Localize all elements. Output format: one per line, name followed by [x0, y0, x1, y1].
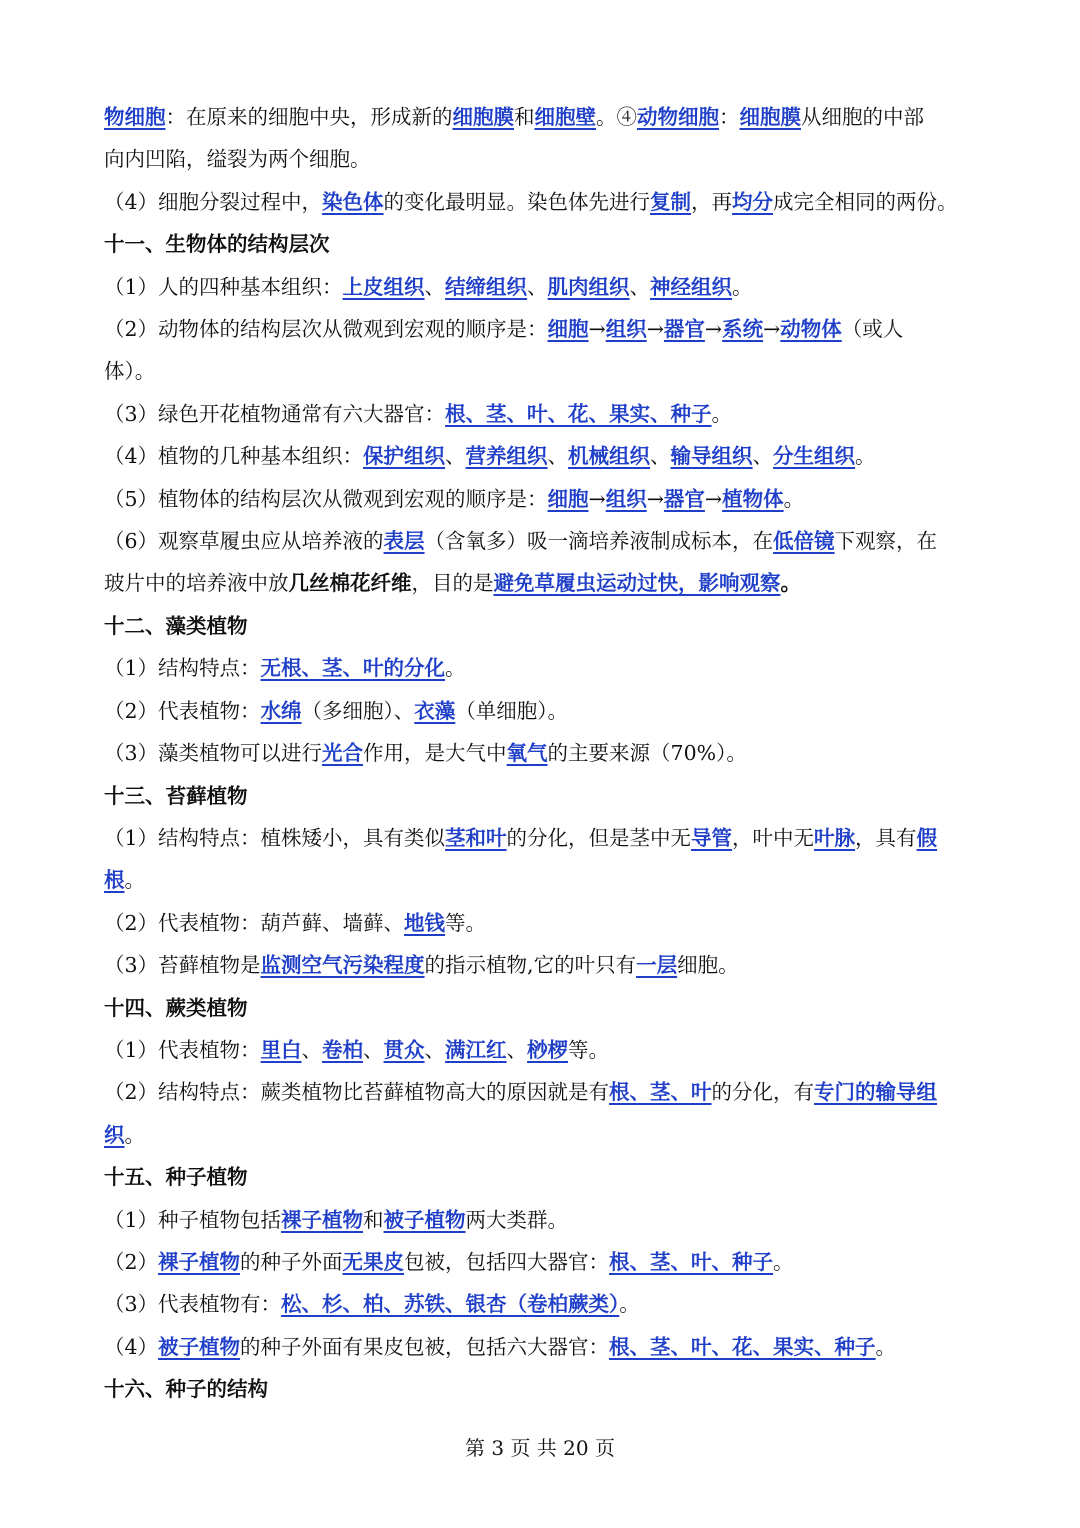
plain-text: 的变化最明显。染色体先进行	[383, 189, 651, 214]
key-term: 茎和叶	[445, 825, 507, 850]
plain-text: 的种子外面	[240, 1249, 343, 1274]
key-term: 细胞膜	[739, 105, 801, 129]
key-term: 细胞膜	[452, 105, 514, 129]
key-term: 物细胞	[104, 105, 166, 129]
key-term: 根	[104, 868, 125, 893]
key-term: 根、茎、叶、种子	[609, 1249, 774, 1274]
heading-text: 十四、蕨类植物	[104, 995, 248, 1020]
text-line	[104, 1029, 980, 1071]
plain-text: →	[646, 317, 664, 342]
plain-text: 。	[773, 1249, 794, 1274]
plain-text: 包被，包括四大器官：	[404, 1249, 610, 1274]
key-term: 植物体	[722, 486, 784, 511]
plain-text: 、	[629, 274, 651, 299]
key-term: 机械组织	[568, 444, 651, 469]
plain-text: 细胞。	[677, 953, 739, 978]
text-line	[104, 308, 980, 350]
text-line	[104, 1283, 980, 1325]
plain-text: （2）动物体的结构层次从微观到宏观的顺序是：	[104, 317, 548, 342]
key-term: 根、茎、叶、花、果实、种子	[609, 1334, 876, 1359]
plain-text: （1）人的四种基本组织：	[104, 274, 343, 299]
key-term: 裸子植物	[158, 1249, 241, 1274]
key-term: 系统	[722, 317, 764, 342]
plain-text: →	[763, 317, 781, 342]
key-term: 根、茎、叶、花、果实、种子	[445, 401, 712, 426]
plain-text: （1）结构特点：植株矮小，具有类似	[104, 825, 446, 850]
key-term: 组织	[605, 317, 647, 342]
key-term: 低倍镜	[773, 529, 835, 554]
text-line	[104, 902, 980, 944]
plain-text: 、	[527, 274, 548, 299]
key-term: 贯众	[383, 1037, 425, 1062]
plain-text: 。	[732, 274, 753, 299]
key-term: 满江红	[445, 1037, 507, 1062]
text-line	[104, 350, 980, 392]
plain-text: （3）藻类植物可以进行	[104, 741, 323, 766]
section-heading	[104, 987, 980, 1029]
plain-text: 。	[875, 1334, 897, 1359]
plain-text: （1）代表植物：	[104, 1037, 261, 1062]
text-line	[104, 478, 980, 520]
key-term: 神经组织	[650, 274, 733, 299]
key-term: 里白	[260, 1037, 302, 1062]
document-body	[104, 96, 980, 1411]
key-term: 监测空气污染程度	[260, 953, 425, 978]
plain-text: 从细胞的中部	[801, 105, 924, 129]
key-term: 营养组织	[465, 444, 548, 469]
key-term: 细胞壁	[534, 105, 596, 129]
text-line	[104, 520, 980, 562]
plain-text: 体）。	[104, 359, 156, 384]
plain-text: →	[588, 317, 606, 342]
plain-text: 成完全相同的两份。	[773, 189, 958, 214]
key-term: 根、茎、叶	[609, 1080, 712, 1105]
key-term: 桫椤	[527, 1037, 569, 1062]
text-line	[104, 1241, 980, 1283]
plain-text: 和	[363, 1207, 384, 1232]
text-line	[104, 181, 980, 223]
plain-text: 。	[783, 486, 805, 511]
plain-text: →	[704, 317, 723, 342]
text-line	[104, 732, 980, 774]
heading-text: 十五、种子植物	[104, 1165, 248, 1190]
plain-text: 。	[619, 1292, 640, 1317]
plain-text: （4）	[104, 1334, 159, 1359]
plain-text: （或人	[841, 317, 904, 342]
plain-text: 的分化，有	[711, 1080, 815, 1105]
plain-text: （2）	[104, 1249, 159, 1274]
plain-text: 、	[547, 444, 569, 469]
key-term: 细胞	[547, 317, 589, 342]
plain-text: 、	[424, 274, 446, 299]
key-term: 衣藻	[414, 698, 456, 723]
key-term: 保护组织	[363, 444, 446, 469]
heading-text: 十三、苔藓植物	[104, 783, 248, 808]
plain-text: （4）细胞分裂过程中，	[104, 189, 323, 214]
plain-text: 。	[711, 401, 733, 426]
plain-text: 。	[124, 868, 145, 893]
plain-text: ，再	[691, 189, 733, 214]
key-term: 地钱	[404, 910, 446, 935]
plain-text: （6）观察草履虫应从培养液的	[104, 529, 384, 554]
heading-text: 十六、种子的结构	[104, 1377, 268, 1402]
plain-text: （单细胞）。	[455, 698, 569, 723]
plain-text: 、	[363, 1037, 384, 1062]
key-term: 无果皮	[342, 1249, 405, 1274]
text-line	[104, 435, 980, 477]
key-term: 假	[916, 825, 938, 850]
plain-text: （2）结构特点：蕨类植物比苔藓植物高大的原因就是有	[104, 1080, 610, 1105]
key-term: 器官	[663, 317, 705, 342]
plain-text: 、	[752, 444, 774, 469]
plain-text: （2）代表植物：	[104, 698, 261, 723]
key-term: 无根、茎、叶的分化	[260, 656, 446, 681]
key-term: 光合	[322, 741, 364, 766]
plain-text: ，目的是	[411, 571, 494, 596]
plain-text: 和	[514, 105, 535, 129]
plain-text: 向内凹陷，缢裂为两个细胞。	[104, 147, 371, 172]
key-term: 被子植物	[158, 1334, 241, 1359]
plain-text: 两大类群。	[465, 1207, 569, 1232]
plain-text: ：	[719, 105, 740, 129]
plain-text: （1）种子植物包括	[104, 1207, 282, 1232]
key-term: 裸子植物	[281, 1207, 364, 1232]
text-line	[104, 96, 980, 138]
key-term: 水绵	[260, 698, 302, 723]
key-term: 导管	[691, 825, 733, 850]
section-heading	[104, 605, 980, 647]
plain-text: 。	[855, 444, 876, 469]
heading-text: 十二、藻类植物	[104, 613, 248, 638]
plain-text: ：在原来的细胞中央，形成新的	[165, 105, 453, 129]
key-term: 组织	[605, 486, 647, 511]
key-term: 细胞	[547, 486, 589, 511]
plain-text: 下观察，在	[834, 529, 938, 554]
plain-text: 的主要来源（70%）。	[547, 741, 747, 766]
text-line	[104, 944, 980, 986]
text-line	[104, 1114, 980, 1156]
plain-text: →	[588, 486, 606, 511]
key-term: 避免草履虫运动过快，影响观察	[493, 571, 781, 596]
text-line	[104, 266, 980, 308]
key-term: 织	[104, 1122, 125, 1147]
text-line	[104, 690, 980, 732]
key-term: 松、杉、柏、苏铁、银杏（卷柏蕨类）	[281, 1292, 620, 1317]
plain-text: →	[646, 486, 664, 511]
text-line	[104, 562, 980, 604]
plain-text: 、	[301, 1037, 323, 1062]
key-term: 动物细胞	[637, 105, 719, 129]
key-term: 叶脉	[814, 825, 856, 850]
key-term: 上皮组织	[342, 274, 425, 299]
text-line	[104, 138, 980, 180]
section-heading	[104, 775, 980, 817]
section-heading	[104, 223, 980, 265]
key-term: 输导组织	[670, 444, 753, 469]
text-line	[104, 1071, 980, 1113]
key-term: 分生组织	[773, 444, 856, 469]
key-term: 一层	[636, 953, 678, 978]
section-heading	[104, 1368, 980, 1410]
plain-text: 、	[424, 1037, 446, 1062]
plain-text: （3）苔藓植物是	[104, 953, 261, 978]
plain-text: 玻片中的培养液中放	[104, 571, 289, 596]
plain-text: 的分化，但是茎中无	[506, 825, 692, 850]
key-term: 氧气	[506, 741, 548, 766]
text-line	[104, 647, 980, 689]
text-line	[104, 859, 980, 901]
plain-text: （多细胞）、	[301, 698, 415, 723]
plain-text: 作用，是大气中	[363, 741, 507, 766]
plain-text: （含氧多）吸一滴培养液制成标本，在	[424, 529, 774, 554]
text-line	[104, 817, 980, 859]
key-term: 肌肉组织	[547, 274, 630, 299]
plain-text: （5）植物体的结构层次从微观到宏观的顺序是：	[104, 486, 548, 511]
plain-text: 等。	[568, 1037, 610, 1062]
key-term: 器官	[663, 486, 705, 511]
key-term: 均分	[732, 189, 774, 214]
plain-text: （1）结构特点：	[104, 656, 261, 681]
page-footer: 第 3 页 共 20 页	[465, 1436, 615, 1460]
plain-text: 、	[445, 444, 466, 469]
plain-text: （3）绿色开花植物通常有六大器官：	[104, 401, 446, 426]
heading-text: 十一、生物体的结构层次	[104, 232, 330, 257]
plain-text: 、	[650, 444, 671, 469]
text-line	[104, 393, 980, 435]
plain-text: 。④	[596, 105, 637, 129]
plain-text: →	[704, 486, 723, 511]
key-term: 动物体	[780, 317, 842, 342]
key-term: 染色体	[322, 189, 384, 214]
plain-text: 的种子外面有果皮包被，包括六大器官：	[240, 1334, 610, 1359]
plain-text: ，具有	[855, 825, 917, 850]
plain-text: 。	[445, 656, 466, 681]
text-line	[104, 1199, 980, 1241]
plain-text: 的指示植物,它的叶只有	[424, 953, 637, 978]
key-term: 结缔组织	[445, 274, 528, 299]
plain-text: （2）代表植物：葫芦藓、墙藓、	[104, 910, 405, 935]
plain-text: （4）植物的几种基本组织：	[104, 444, 364, 469]
plain-text: 等。	[445, 910, 487, 935]
plain-text: ，叶中无	[732, 825, 815, 850]
bold-text: 几丝棉花纤维	[288, 571, 412, 596]
plain-text: 、	[506, 1037, 528, 1062]
text-line	[104, 1326, 980, 1368]
key-term: 专门的输导组	[814, 1080, 938, 1105]
bold-text: 。	[780, 571, 801, 596]
plain-text: 。	[124, 1122, 145, 1147]
section-heading	[104, 1156, 980, 1198]
key-term: 复制	[650, 189, 692, 214]
key-term: 被子植物	[383, 1207, 466, 1232]
key-term: 表层	[383, 529, 425, 554]
key-term: 卷柏	[322, 1037, 364, 1062]
plain-text: （3）代表植物有：	[104, 1292, 282, 1317]
